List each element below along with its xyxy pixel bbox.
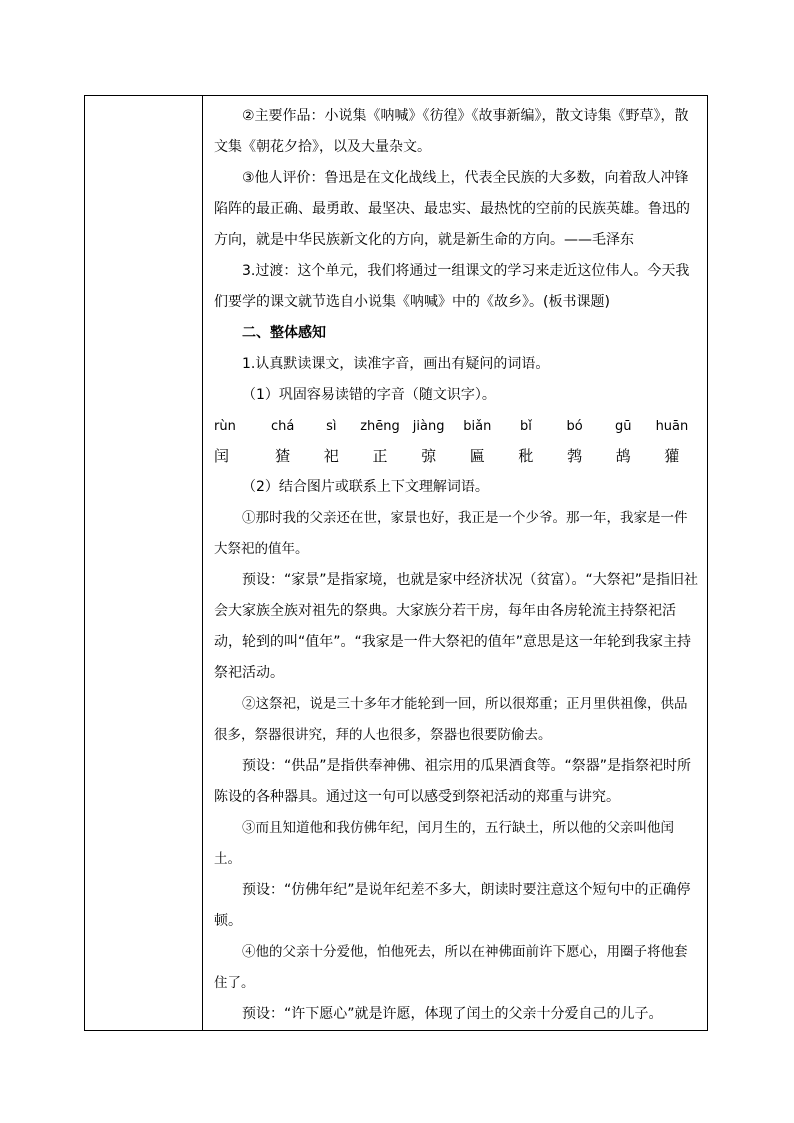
pinyin-item: chá [270,419,295,434]
character-item: 猹 [275,447,291,465]
character-item: 正 [372,447,388,465]
pinyin-item: huān [655,419,689,434]
character-item: 弶 [421,447,437,465]
works-paragraph: ②主要作品：小说集《呐喊》《彷徨》《故事新编》，散文诗集《野草》，散文集《朝花夕拾》，以及大量杂文。 [214,108,689,155]
sub2-paragraph: （2）结合图片或联系上下文理解词语。 [242,479,489,495]
character-item: 獾 [664,447,680,465]
section-heading: 二、整体感知 [242,325,326,341]
character-row [214,440,700,472]
quote-paragraph: ③而且知道他和我仿佛年纪，闰月生的，五行缺土，所以他的父亲叫他闰土。 [214,820,674,867]
note-paragraph: 预设：“家景”是指家境，也就是家中经济状况（贫富）。“大祭祀”是指旧社会大家族全族对祖先的祭典。大家族分若干房，每年由各房轮流主持祭祀活动，轮到的叫“值年”。“我家是一件大祭祀的值年”意思是这一年轮到我家主持祭祀活动。 [214,572,699,681]
sub1-paragraph: （1）巩固容易读错的字音（随文识字）。 [242,387,496,403]
pinyin-row [214,413,700,440]
character-item: 匾 [469,447,485,465]
content-column-cell [203,96,708,1031]
pinyin-item: sì [326,419,337,434]
character-item: 祀 [323,447,339,465]
character-item: 秕 [518,447,534,465]
pinyin-item: bǐ [520,419,532,434]
character-item: 鸪 [615,447,631,465]
pinyin-item: gū [615,419,632,434]
pinyin-item: zhēng [360,419,400,434]
character-item: 鹁 [567,447,583,465]
character-item: 闰 [214,447,230,465]
quote-paragraph: ④他的父亲十分爱他，怕他死去，所以在神佛面前许下愿心，用圈子将他套住了。 [214,944,688,991]
label-column-cell [85,96,203,1031]
quote-paragraph: ①那时我的父亲还在世，家景也好，我正是一个少爷。那一年，我家是一件大祭祀的值年。 [214,510,688,557]
note-paragraph: 预设：“仿佛年纪”是说年纪差不多大，朗读时要注意这个短句中的正确停顿。 [214,882,691,929]
pinyin-item: bó [566,419,583,434]
evaluation-paragraph: ③他人评价：鲁迅是在文化战线上，代表全民族的大多数，向着敌人冲锋陷阵的最正确、最勇敢、最坚决、最忠实、最热忱的空前的民族英雄。鲁迅的方向，就是中华民族新文化的方向，就是新生命的方向。——毛泽东 [214,170,690,248]
pinyin-item: biǎn [463,419,492,434]
lesson-content [203,96,707,1030]
transition-paragraph: 3.过渡：这个单元，我们将通过一组课文的学习来走近这位伟人。今天我们要学的课文就节选自小说集《呐喊》中的《故乡》。(板书课题) [214,263,690,310]
note-paragraph: 预设：“许下愿心”就是许愿，体现了闰土的父亲十分爱自己的儿子。 [242,1006,663,1022]
pinyin-item: jiàng [412,419,445,434]
note-paragraph: 预设：“供品”是指供奉神佛、祖宗用的瓜果酒食等。“祭器”是指祭祀时所陈设的各种器具。通过这一句可以感受到祭祀活动的郑重与讲究。 [214,758,692,805]
lesson-table [84,95,708,1031]
quote-paragraph: ②这祭祀，说是三十多年才能轮到一回，所以很郑重；正月里供祖像，供品很多，祭器很讲究，拜的人也很多，祭器也很要防偷去。 [214,696,688,743]
pinyin-item: rùn [214,419,236,434]
step1-paragraph: 1.认真默读课文，读准字音，画出有疑问的词语。 [242,356,550,372]
